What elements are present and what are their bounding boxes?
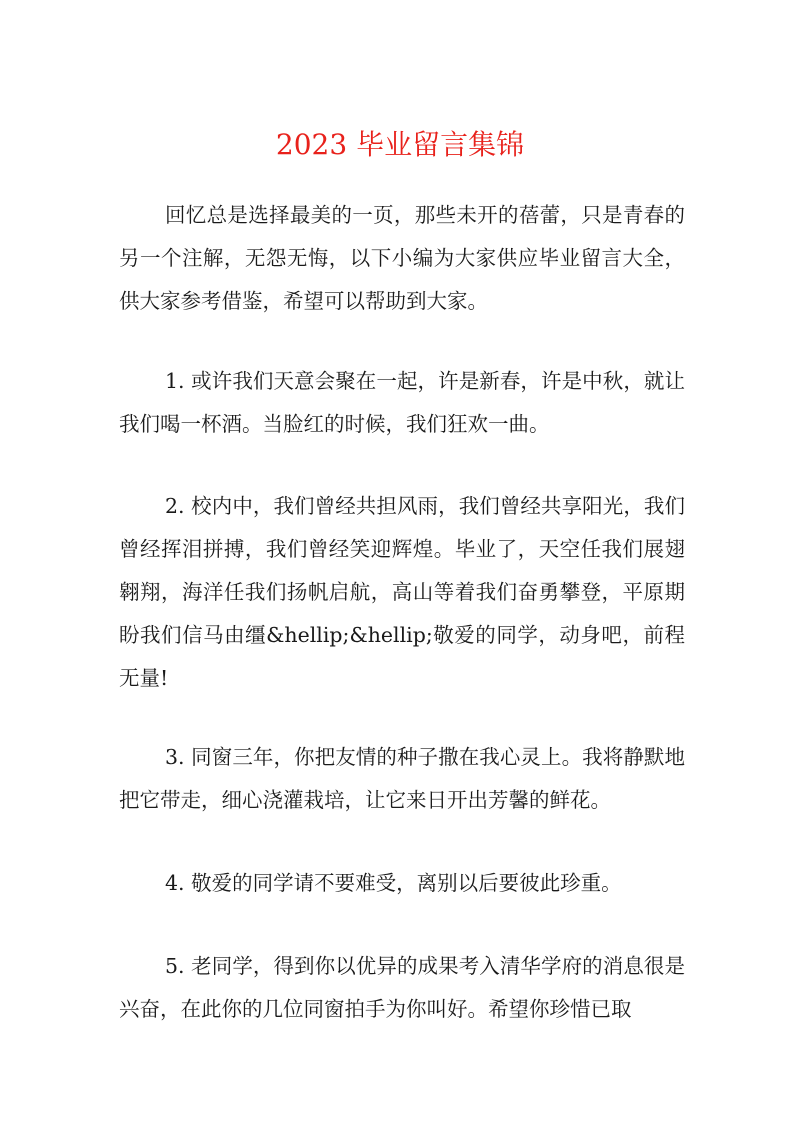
message-item-2: 2. 校内中，我们曾经共担风雨，我们曾经共享阳光，我们曾经挥泪拼搏，我们曾经笑迎辉煌。毕业了，天空任我们展翅翱翔，海洋任我们扬帆启航，高山等着我们奋勇攀登，平原期盼我们信马由缰&hellip;&hellip;敬爱的同学，动身吧，前程无量!	[119, 494, 685, 690]
intro-paragraph: 回忆总是选择最美的一页，那些未开的蓓蕾，只是青春的另一个注解，无怨无悔，以下小编为大家供应毕业留言大全，供大家参考借鉴，希望可以帮助到大家。	[119, 203, 685, 313]
message-item-3: 3. 同窗三年，你把友情的种子撒在我心灵上。我将静默地把它带走，细心浇灌栽培，让它来日开出芳馨的鲜花。	[119, 745, 685, 812]
message-item-5: 5. 老同学，得到你以优异的成果考入清华学府的消息很是兴奋，在此你的几位同窗拍手为你叫好。希望你珍惜已取	[119, 954, 685, 1021]
message-item-4: 4. 敬爱的同学请不要难受，离别以后要彼此珍重。	[165, 871, 622, 895]
document-title: 2023 毕业留言集锦	[275, 128, 525, 161]
message-item-1: 1. 或许我们天意会聚在一起，许是新春，许是中秋，就让我们喝一杯酒。当脸红的时候，我们狂欢一曲。	[119, 369, 685, 436]
